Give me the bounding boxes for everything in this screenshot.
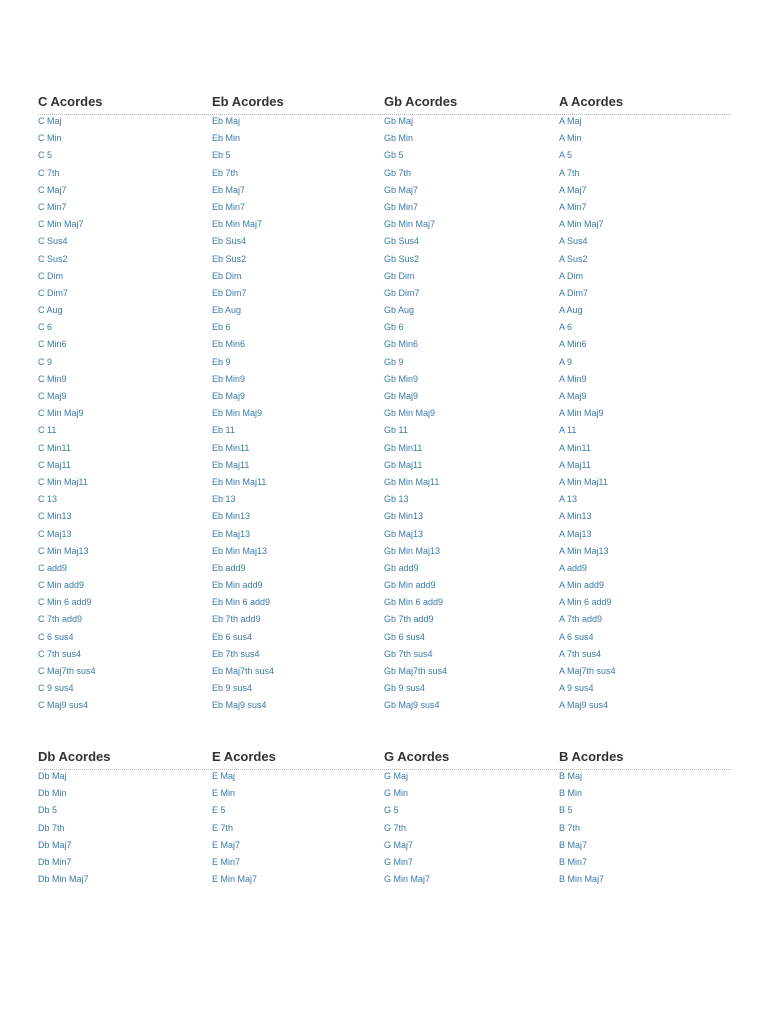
chord-link[interactable]: A 7th [559, 167, 580, 178]
chord-link[interactable]: B Maj7 [559, 839, 588, 850]
chord-link[interactable]: A Maj9 sus4 [559, 700, 609, 711]
chord-link[interactable]: C 6 [38, 322, 53, 333]
chord-link[interactable]: C 5 [38, 150, 53, 161]
chord-link[interactable]: B 7th [559, 822, 581, 833]
chord-link[interactable]: Eb 13 [212, 494, 236, 505]
chord-link[interactable]: Eb Min [212, 133, 241, 144]
chord-link[interactable]: Gb Maj9 sus4 [384, 700, 440, 711]
chord-link[interactable]: A Min Maj7 [559, 219, 604, 230]
chord-link[interactable]: Gb 13 [384, 494, 409, 505]
chord-link[interactable]: Eb 6 [212, 322, 231, 333]
chord-link[interactable]: Gb Maj [384, 116, 414, 126]
chord-link[interactable]: A 13 [559, 494, 578, 505]
chord-link[interactable]: C Maj7th sus4 [38, 666, 96, 676]
chord-list-e [212, 770, 257, 890]
chord-link[interactable]: Eb Maj9 [212, 391, 246, 401]
chord-link[interactable]: C Maj9 [38, 391, 67, 401]
chord-link[interactable]: A Maj13 [559, 528, 592, 539]
chord-link[interactable]: C Maj13 [38, 528, 72, 539]
chord-link[interactable]: C Sus2 [38, 253, 68, 264]
chord-link[interactable]: G Min [384, 788, 409, 799]
chord-link[interactable]: A Maj11 [559, 459, 591, 470]
chord-link[interactable]: Gb Dim [384, 270, 415, 281]
chord-link[interactable]: G Min7 [384, 856, 414, 867]
chord-link[interactable]: Db Min [38, 788, 67, 799]
chord-link[interactable]: Db 5 [38, 805, 58, 816]
chord-link[interactable]: Eb Min Maj13 [212, 545, 268, 556]
chord-link[interactable]: Db Min Maj7 [38, 874, 89, 885]
chord-link[interactable]: A Maj7 [559, 184, 587, 195]
chord-link[interactable]: A Dim [559, 270, 584, 281]
chord-link[interactable]: C 13 [38, 494, 58, 505]
chord-link[interactable]: C 6 sus4 [38, 631, 74, 642]
chord-link[interactable]: Gb Min7 [384, 201, 419, 212]
chord-link[interactable]: B Min Maj7 [559, 874, 605, 885]
column-title-eb: Eb Acordes [212, 94, 284, 109]
chord-link[interactable]: A Min7 [559, 201, 587, 212]
chord-link[interactable]: E 5 [212, 805, 226, 816]
chord-link[interactable]: C Aug [38, 305, 63, 316]
chord-link[interactable]: C Min Maj7 [38, 219, 84, 230]
chord-link[interactable]: Gb 11 [384, 425, 408, 436]
chord-link[interactable]: Eb 5 [212, 150, 231, 161]
chord-link[interactable]: A 9 [559, 356, 573, 367]
chord-link[interactable]: Eb Maj [212, 116, 241, 126]
chord-link[interactable]: Gb Min Maj11 [384, 476, 440, 487]
chord-link[interactable]: C 7th sus4 [38, 648, 82, 659]
chord-link[interactable]: G Maj [384, 771, 409, 781]
chord-link[interactable]: E Maj [212, 771, 236, 781]
column-title-g: G Acordes [384, 749, 450, 764]
chord-link[interactable]: A Min [559, 133, 582, 144]
chord-link[interactable]: Gb Min Maj13 [384, 545, 441, 556]
chord-link[interactable]: C Maj [38, 116, 62, 126]
chord-link[interactable]: Eb Maj13 [212, 528, 251, 539]
chord-link[interactable]: B Maj [559, 771, 583, 781]
chord-list-b [559, 770, 604, 890]
chord-link[interactable]: C 7th add9 [38, 614, 83, 625]
chord-link[interactable]: Gb Min11 [384, 442, 423, 453]
chord-link[interactable]: C Min6 [38, 339, 67, 350]
chord-link[interactable]: Eb 11 [212, 425, 235, 436]
chord-link[interactable]: C Min13 [38, 511, 72, 522]
chord-link[interactable]: Eb Maj11 [212, 459, 250, 470]
chord-link[interactable]: Gb Min Maj9 [384, 408, 436, 419]
chord-link[interactable]: C 9 [38, 356, 53, 367]
column-title-b: B Acordes [559, 749, 624, 764]
chord-link[interactable]: E Min [212, 788, 236, 799]
chord-link[interactable]: Eb Min add9 [212, 580, 263, 591]
column-title-c: C Acordes [38, 94, 103, 109]
chord-link[interactable]: A Sus4 [559, 236, 588, 247]
chord-link[interactable]: Gb Min13 [384, 511, 424, 522]
chord-link[interactable]: Eb 7th add9 [212, 614, 261, 625]
chord-link[interactable]: A Min9 [559, 373, 587, 384]
chord-link[interactable]: Gb Maj7 [384, 184, 419, 195]
chord-link[interactable]: C Min Maj13 [38, 545, 89, 556]
chord-link[interactable]: C Min11 [38, 442, 71, 453]
chord-section-2 [38, 749, 731, 885]
chord-link[interactable]: C Maj11 [38, 459, 71, 470]
section-header [38, 749, 731, 770]
chord-link[interactable]: C Min add9 [38, 580, 85, 591]
chord-link[interactable]: E Min7 [212, 856, 241, 867]
chord-link[interactable]: G 7th [384, 822, 407, 833]
chord-list-c [38, 115, 96, 717]
chord-link[interactable]: Gb 6 [384, 322, 404, 333]
chord-link[interactable]: Eb 9 sus4 [212, 683, 253, 694]
chord-link[interactable]: Eb Maj9 sus4 [212, 700, 267, 711]
chord-link[interactable]: Eb 7th sus4 [212, 648, 260, 659]
chord-link[interactable]: C Sus4 [38, 236, 68, 247]
chord-link[interactable]: C 11 [38, 425, 57, 436]
column-title-gb: Gb Acordes [384, 94, 458, 109]
chord-link[interactable]: A 7th add9 [559, 614, 603, 625]
chord-link[interactable]: Gb Min6 [384, 339, 419, 350]
chord-link[interactable]: A Min Maj11 [559, 476, 608, 487]
chord-link[interactable]: Eb Min9 [212, 373, 246, 384]
chord-link[interactable]: Gb 7th sus4 [384, 648, 433, 659]
chord-link[interactable]: Gb 7th add9 [384, 614, 434, 625]
chord-link[interactable]: A Maj [559, 116, 582, 126]
chord-link[interactable]: A 11 [559, 425, 577, 436]
chord-link[interactable]: E Min Maj7 [212, 874, 258, 885]
chord-link[interactable]: A Min Maj9 [559, 408, 604, 419]
chord-link[interactable]: A Min add9 [559, 580, 605, 591]
column-title-a: A Acordes [559, 94, 624, 109]
chord-link[interactable]: A add9 [559, 562, 588, 573]
chord-link[interactable]: A Min Maj13 [559, 545, 609, 556]
chord-link[interactable]: Gb Aug [384, 305, 415, 316]
chord-link[interactable]: Eb Min6 [212, 339, 246, 350]
chord-list-gb [384, 115, 447, 717]
chord-link[interactable]: A Min 6 add9 [559, 597, 612, 608]
chord-link[interactable]: Gb Sus4 [384, 236, 420, 247]
chord-link[interactable]: A Min6 [559, 339, 587, 350]
chord-link[interactable]: Eb Sus2 [212, 253, 247, 264]
chord-link[interactable]: Eb Min Maj7 [212, 219, 263, 230]
chord-link[interactable]: Eb Dim [212, 270, 242, 281]
chord-list-a [559, 115, 616, 717]
chord-link[interactable]: C Maj7 [38, 184, 67, 195]
chord-link[interactable]: A Min13 [559, 511, 592, 522]
chord-link[interactable]: Db 7th [38, 822, 65, 833]
chord-link[interactable]: Eb Min Maj9 [212, 408, 263, 419]
chord-link[interactable]: Eb Min7 [212, 201, 246, 212]
chord-link[interactable]: Gb Min [384, 133, 414, 144]
chord-link[interactable]: C Min 6 add9 [38, 597, 92, 608]
chord-list-g [384, 770, 430, 890]
chord-link[interactable]: Gb 9 sus4 [384, 683, 426, 694]
chord-link[interactable]: B Min [559, 788, 583, 799]
chord-link[interactable]: Gb Min add9 [384, 580, 436, 591]
chord-link[interactable]: Gb Maj13 [384, 528, 424, 539]
chord-link[interactable]: C Min9 [38, 373, 67, 384]
chord-link[interactable]: C Min Maj11 [38, 476, 88, 487]
chord-link[interactable]: C 9 sus4 [38, 683, 74, 694]
chord-link[interactable]: Gb add9 [384, 562, 419, 573]
chord-link[interactable]: Gb Maj9 [384, 391, 419, 401]
chord-link[interactable]: Eb Maj7 [212, 184, 246, 195]
chord-link[interactable]: Eb Dim7 [212, 287, 247, 298]
chord-link[interactable]: A Maj9 [559, 391, 587, 401]
chord-link[interactable]: G 5 [384, 805, 399, 816]
chord-link[interactable]: Eb Min Maj11 [212, 476, 267, 487]
chord-link[interactable]: Gb Sus2 [384, 253, 420, 264]
chord-link[interactable]: Db Min7 [38, 856, 72, 867]
chord-link[interactable]: Eb Sus4 [212, 236, 247, 247]
chord-link[interactable]: A Min11 [559, 442, 591, 453]
chord-link[interactable]: Gb Min Maj7 [384, 219, 436, 230]
chord-link[interactable]: C Min7 [38, 201, 67, 212]
chord-section-1 [38, 94, 731, 711]
chord-link[interactable]: Eb add9 [212, 562, 246, 573]
chord-link[interactable]: Gb 6 sus4 [384, 631, 426, 642]
chord-link[interactable]: G Min Maj7 [384, 874, 431, 885]
chord-link[interactable]: E 7th [212, 822, 234, 833]
chord-link[interactable]: Eb Aug [212, 305, 242, 316]
chord-link[interactable]: Eb Maj7th sus4 [212, 666, 275, 676]
chord-link[interactable]: Gb 9 [384, 356, 404, 367]
chord-link[interactable]: Eb 9 [212, 356, 231, 367]
chord-link[interactable]: C Dim [38, 270, 63, 281]
chord-link[interactable]: Eb Min13 [212, 511, 251, 522]
chord-link[interactable]: Gb Maj7th sus4 [384, 666, 448, 676]
column-title-db: Db Acordes [38, 749, 111, 764]
chord-list-db [38, 770, 89, 890]
chord-link[interactable]: C add9 [38, 562, 68, 573]
chord-link[interactable]: A Sus2 [559, 253, 588, 264]
section-header [38, 94, 731, 115]
chord-link[interactable]: A 7th sus4 [559, 648, 602, 659]
chord-link[interactable]: Gb 7th [384, 167, 412, 178]
chord-link[interactable]: Gb Min 6 add9 [384, 597, 444, 608]
chord-link[interactable]: Gb Dim7 [384, 287, 420, 298]
chord-link[interactable]: B Min7 [559, 856, 588, 867]
chord-link[interactable]: C Min [38, 133, 62, 144]
chord-link[interactable]: Db Maj [38, 771, 67, 781]
chord-link[interactable]: A 9 sus4 [559, 683, 594, 694]
chord-link[interactable]: A Dim7 [559, 287, 589, 298]
chord-link[interactable]: A Maj7th sus4 [559, 666, 616, 676]
chord-link[interactable]: Gb 5 [384, 150, 404, 161]
column-title-e: E Acordes [212, 749, 276, 764]
chord-link[interactable]: Eb 6 sus4 [212, 631, 253, 642]
chord-list-eb [212, 115, 274, 717]
chord-link[interactable]: E Maj7 [212, 839, 241, 850]
chord-link[interactable]: C Min Maj9 [38, 408, 84, 419]
chord-link[interactable]: A Aug [559, 305, 583, 316]
chord-link[interactable]: Gb Min9 [384, 373, 419, 384]
chord-link[interactable]: A 5 [559, 150, 573, 161]
chord-link[interactable]: Gb Maj11 [384, 459, 423, 470]
chord-link[interactable]: C Dim7 [38, 287, 69, 298]
chord-link[interactable]: A 6 [559, 322, 573, 333]
chord-link[interactable]: Eb 7th [212, 167, 239, 178]
chord-link[interactable]: Db Maj7 [38, 839, 72, 850]
chord-link[interactable]: B 5 [559, 805, 573, 816]
chord-link[interactable]: Eb Min11 [212, 442, 250, 453]
chord-link[interactable]: C Maj9 sus4 [38, 700, 89, 711]
chord-link[interactable]: Eb Min 6 add9 [212, 597, 271, 608]
chord-link[interactable]: C 7th [38, 167, 60, 178]
chord-link[interactable]: A 6 sus4 [559, 631, 594, 642]
chord-link[interactable]: G Maj7 [384, 839, 414, 850]
